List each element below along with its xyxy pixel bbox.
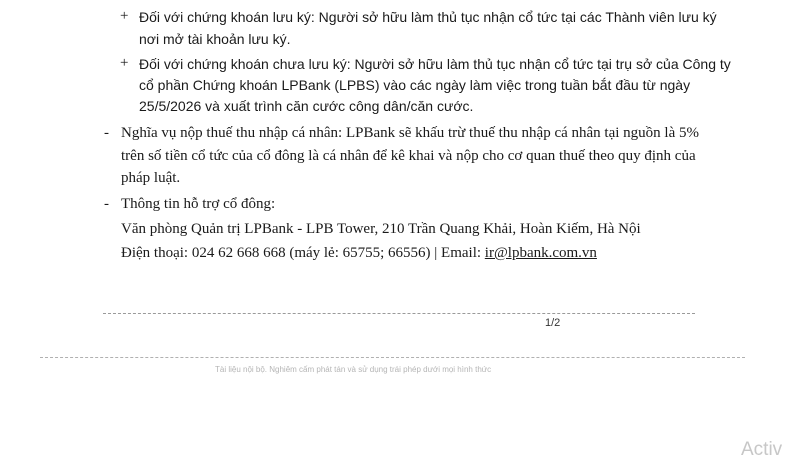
footer-confidential-notice: Tài liệu nội bộ. Nghiêm cấm phát tán và sử dụng trái phép dưới mọi hình thức — [215, 365, 492, 374]
support-contact-line — [121, 243, 597, 263]
support-email-link[interactable]: ir@lpbank.com.vn — [484, 245, 597, 261]
custody-line-2: nơi mở tài khoản lưu ký. — [139, 31, 291, 47]
page-number: 1/2 — [545, 317, 561, 329]
non-custody-line-3: 25/5/2026 và xuất trình căn cước công dân/căn cước. — [139, 98, 474, 114]
page-bottom-rule — [103, 313, 695, 314]
dash-bullet: - — [104, 196, 109, 212]
plus-bullet: + — [120, 55, 129, 71]
tax-line-2: trên số tiền cổ tức của cổ đông là cá nhân để kê khai và nộp cho cơ quan thuế theo quy định của — [121, 148, 696, 164]
tax-line-3: pháp luật. — [121, 170, 181, 186]
activation-watermark: Activ — [741, 439, 783, 460]
support-phone-text: Điện thoại: 024 62 668 668 (máy lẻ: 65755; 66556) | Email: — [121, 245, 485, 261]
support-heading: Thông tin hỗ trợ cổ đông: — [121, 196, 276, 212]
non-custody-line-2: cổ phần Chứng khoán LPBank (LPBS) vào các ngày làm việc trong tuần bắt đầu từ ngày — [139, 77, 691, 93]
non-custody-line-1: Đối với chứng khoán chưa lưu ký: Người sở hữu làm thủ tục nhận cổ tức tại trụ sở của Công ty — [139, 56, 731, 72]
tax-line-1: Nghĩa vụ nộp thuế thu nhập cá nhân: LPBank sẽ khấu trừ thuế thu nhập cá nhân tại nguồn là 5% — [121, 125, 699, 141]
footer-divider — [40, 357, 745, 358]
custody-line-1: Đối với chứng khoán lưu ký: Người sở hữu làm thủ tục nhận cổ tức tại các Thành viên lưu ký — [139, 9, 717, 25]
plus-bullet: + — [120, 8, 129, 24]
dash-bullet: - — [104, 125, 109, 141]
support-office-address: Văn phòng Quản trị LPBank - LPB Tower, 210 Trần Quang Khải, Hoàn Kiếm, Hà Nội — [121, 221, 641, 237]
